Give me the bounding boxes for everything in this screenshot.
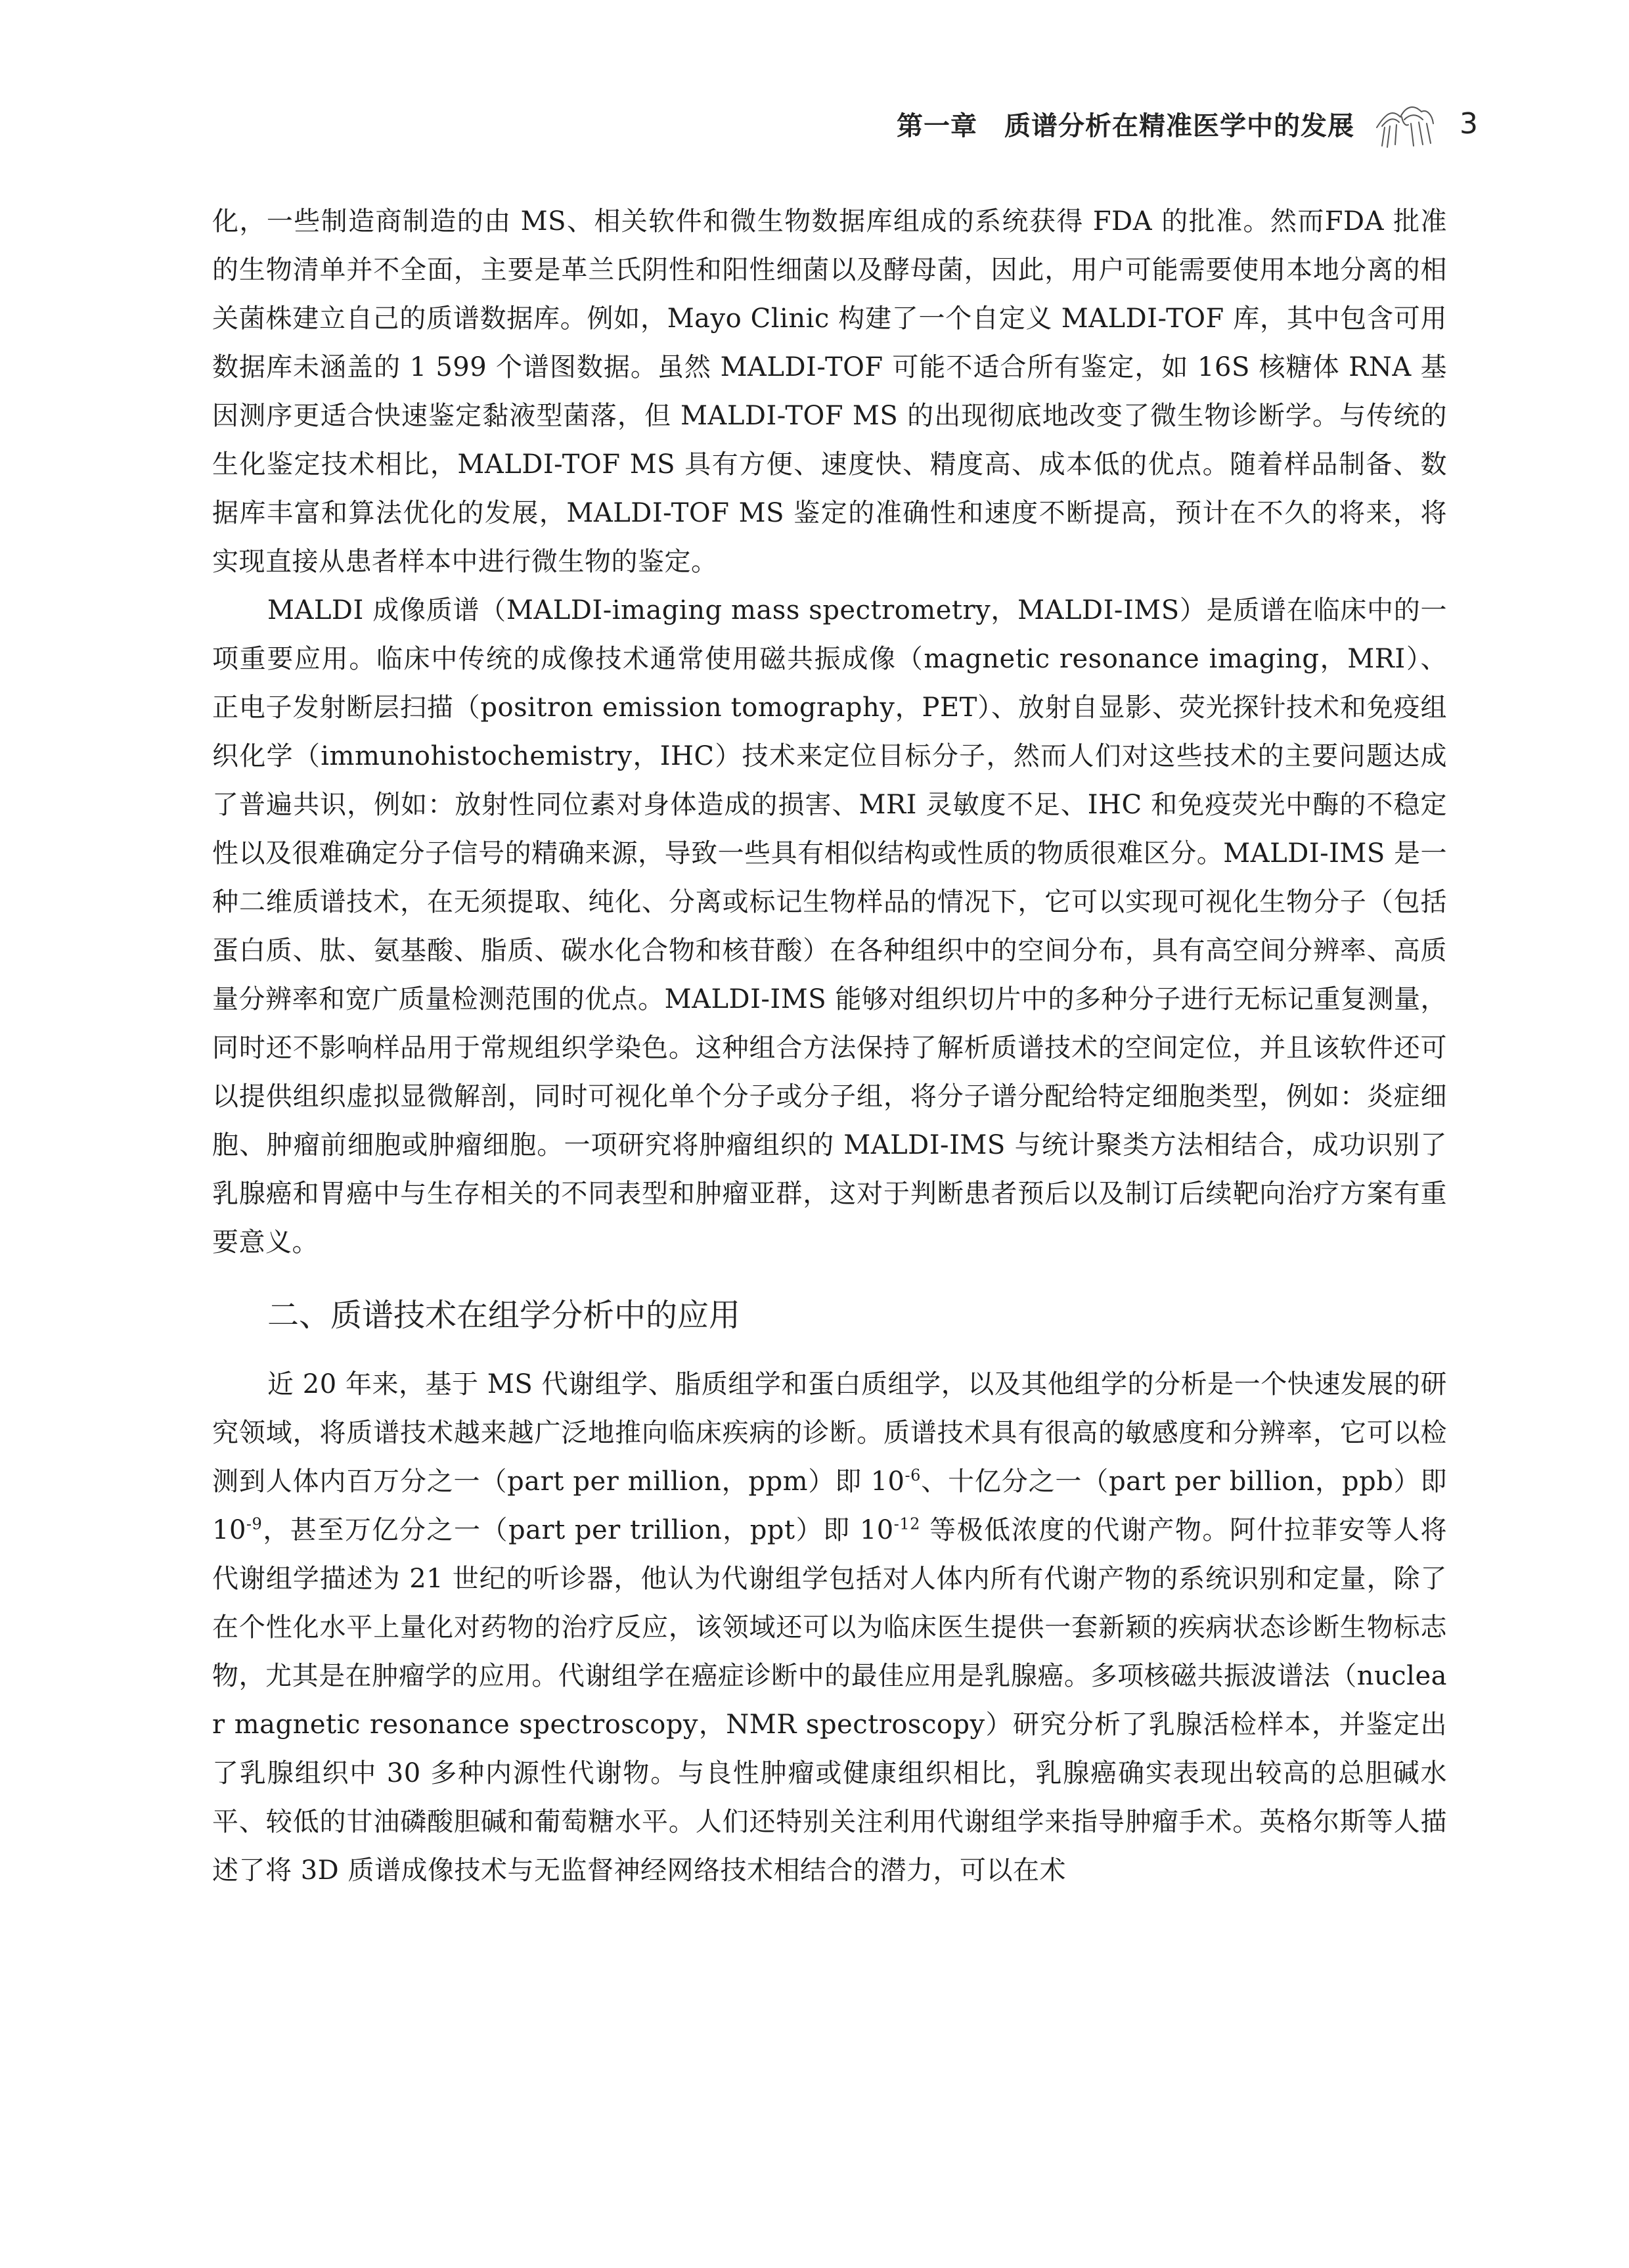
exponent: -12	[893, 1514, 920, 1533]
paragraph-maldi-ims: MALDI 成像质谱（MALDI-imaging mass spectrometry，MALDI-IMS）是质谱在临床中的一项重要应用。临床中传统的成像技术通常使用磁共振成像（magnetic resonance imaging，MRI）、正电子发射断层扫描（positron emission tomography，PET）、放射自显影、荧光探针技术和免疫组织化学（immunohistochemistry，IHC）技术来定位目标分子，然而人们对这些技术的主要问题达成了普遍共识，例如：放射性同位素对身体造成的损害、MRI 灵敏度不足、IHC 和免疫荧光中酶的不稳定性以及很难确定分子信号的精确来源，导致一些具有相似结构或性质的物质很难区分。MALDI-IMS 是一种二维质谱技术，在无须提取、纯化、分离或标记生物样品的情况下，它可以实现可视化生物分子（包括蛋白质、肽、氨基酸、脂质、碳水化合物和核苷酸）在各种组织中的空间分布，具有高空间分辨率、高质量分辨率和宽广质量检测范围的优点。MALDI-IMS 能够对组织切片中的多种分子进行无标记重复测量，同时还不影响样品用于常规组织学染色。这种组合方法保持了解析质谱技术的空间定位，并且该软件还可以提供组织虚拟显微解剖，同时可视化单个分子或分子组，将分子谱分配给特定细胞类型，例如：炎症细胞、肿瘤前细胞或肿瘤细胞。一项研究将肿瘤组织的 MALDI-IMS 与统计聚类方法相结合，成功识别了乳腺癌和胃癌中与生存相关的不同表型和肿瘤亚群，这对于判断患者预后以及制订后续靶向治疗方案有重要意义。	[212, 595, 1447, 1258]
paragraph-text-segment: 近 20 年来，基于 MS 代谢组学、脂质组学和蛋白质组学，以及其他组学的分析是一个快速发展的研究领域，将质谱技术越来越广泛地推向临床疾病的诊断。质谱技术具有很高的敏感度和分辨率，它可以检测到人体内百万分之一（part per million，ppm）即 10	[212, 1369, 1447, 1497]
section-heading: 二、质谱技术在组学分析中的应用	[267, 1297, 741, 1334]
line-art-mountain-ornament-icon	[1373, 97, 1436, 150]
paragraph-omics	[212, 1360, 1447, 1895]
paragraph-continuation: 化，一些制造商制造的由 MS、相关软件和微生物数据库组成的系统获得 FDA 的批准。然而FDA 批准的生物清单并不全面，主要是革兰氏阴性和阳性细菌以及酵母菌，因此，用户可能需要使用本地分离的相关菌株建立自己的质谱数据库。例如，Mayo Clinic 构建了一个自定义 MALDI-TOF 库，其中包含可用数据库未涵盖的 1 599 个谱图数据。虽然 MALDI-TOF 可能不适合所有鉴定，如 16S 核糖体 RNA 基因测序更适合快速鉴定黏液型菌落，但 MALDI-TOF MS 的出现彻底地改变了微生物诊断学。与传统的生化鉴定技术相比，MALDI-TOF MS 具有方便、速度快、精度高、成本低的优点。随着样品制备、数据库丰富和算法优化的发展，MALDI-TOF MS 鉴定的准确性和速度不断提高，预计在不久的将来，将实现直接从患者样本中进行微生物的鉴定。	[212, 206, 1447, 577]
paragraph-text-segment: 等极低浓度的代谢产物。阿什拉菲安等人将代谢组学描述为 21 世纪的听诊器，他认为代谢组学包括对人体内所有代谢产物的系统识别和定量，除了在个性化水平上量化对药物的治疗反应，该领域还可以为临床医生提供一套新颖的疾病状态诊断生物标志物，尤其是在肿瘤学的应用。代谢组学在癌症诊断中的最佳应用是乳腺癌。多项核磁共振波谱法（nuclear magnetic resonance spectroscopy，NMR spectroscopy）研究分析了乳腺活检样本，并鉴定出了乳腺组织中 30 多种内源性代谢物。与良性肿瘤或健康组织相比，乳腺癌确实表现出较高的总胆碱水平、较低的甘油磷酸胆碱和葡萄糖水平。人们还特别关注利用代谢组学来指导肿瘤手术。英格尔斯等人描述了将 3D 质谱成像技术与无监督神经网络技术相结合的潜力，可以在术	[212, 1515, 1447, 1886]
page-number: 3	[1460, 106, 1478, 141]
exponent: -6	[904, 1466, 921, 1485]
paragraph-text-segment: 、十亿分之一（part per billion，ppb）即 10	[212, 1466, 1447, 1545]
running-header	[821, 97, 1478, 150]
chapter-title: 第一章 质谱分析在精准医学中的发展	[897, 110, 1354, 141]
exponent: -9	[246, 1514, 263, 1533]
page-body	[212, 197, 1447, 1895]
paragraph-text-segment: ，甚至万亿分之一（part per trillion，ppt）即 10	[262, 1515, 894, 1545]
